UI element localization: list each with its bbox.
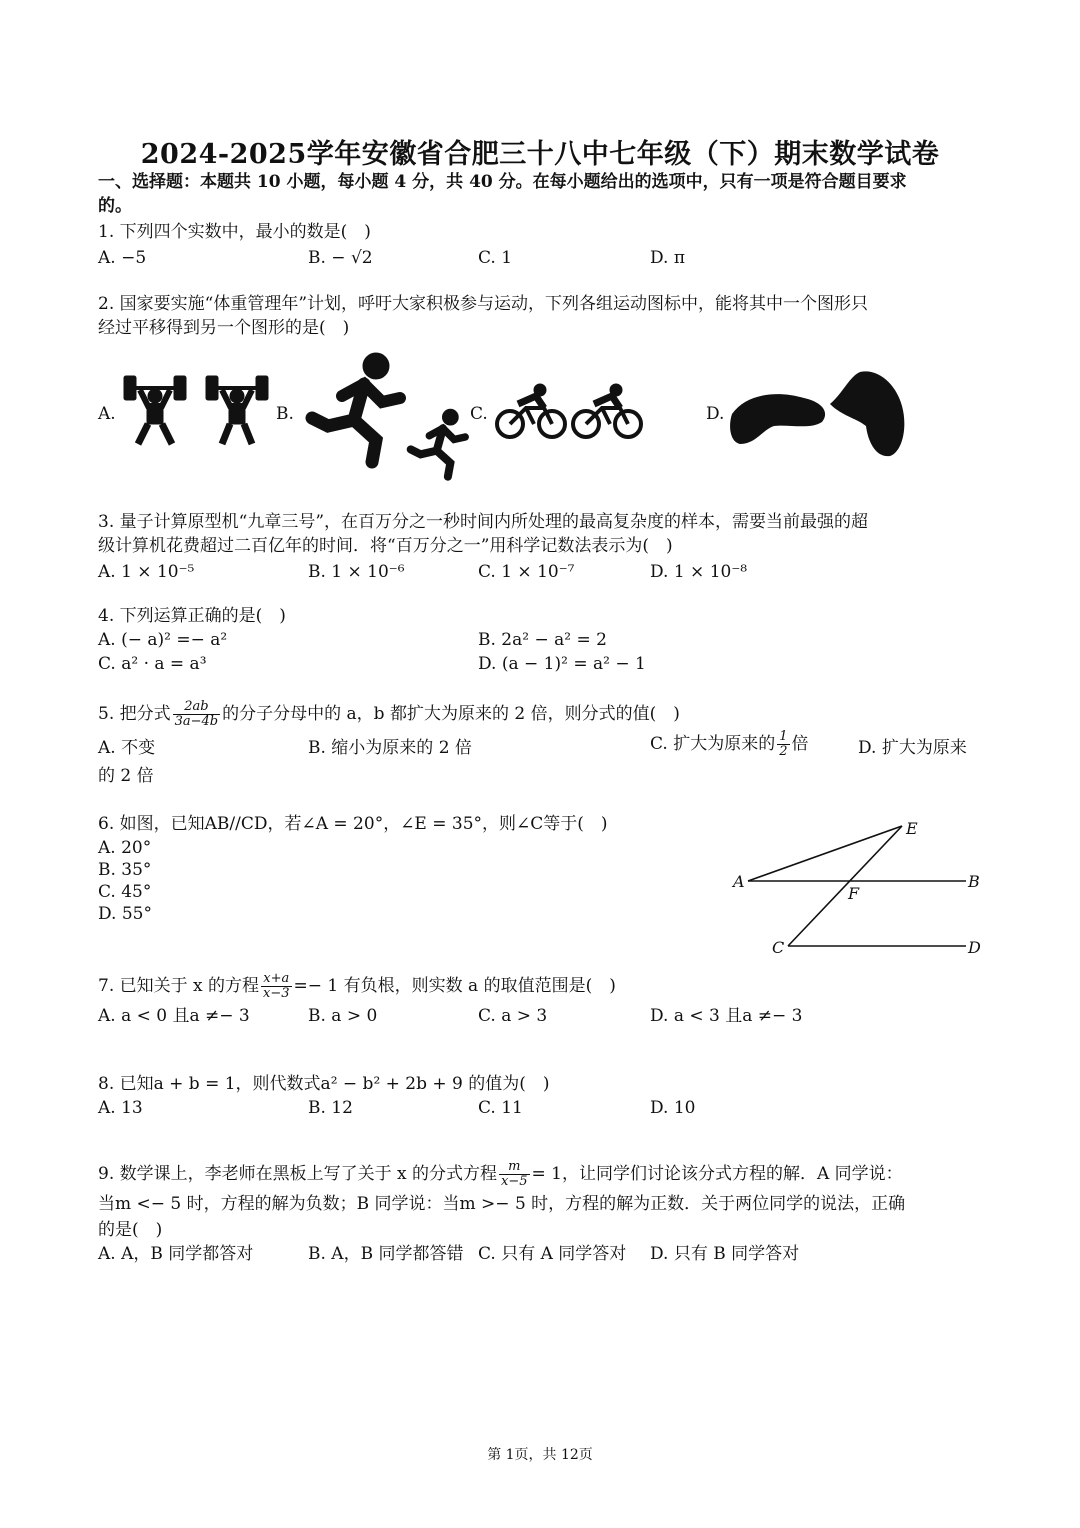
q6-option-b: B. 35° bbox=[98, 860, 152, 880]
q6-geometry-figure bbox=[726, 812, 996, 962]
q9-option-a: A. A，B 同学都答对 bbox=[98, 1244, 254, 1264]
q3-stem-line2: 级计算机花费超过二百亿年的时间．将“百万分之一”用科学记数法表示为( ) bbox=[98, 536, 673, 556]
q3-option-c: C. 1 × 10⁻⁷ bbox=[478, 562, 575, 582]
q9-option-b: B. A，B 同学都答错 bbox=[308, 1244, 464, 1264]
q2-stem-line2: 经过平移得到另一个图形的是( ) bbox=[98, 318, 350, 338]
gymnast-icons bbox=[726, 364, 916, 462]
label-c: C bbox=[772, 938, 785, 957]
gymnast-icon bbox=[830, 371, 904, 456]
q6-option-c: C. 45° bbox=[98, 882, 152, 902]
runner-icon bbox=[312, 353, 400, 462]
q3-stem-line1: 3. 量子计算原型机“九章三号”，在百万分之一秒时间内所处理的最高复杂度的样本，需要当前最强的超 bbox=[98, 512, 869, 532]
label-f: F bbox=[848, 884, 860, 903]
q1-option-d: D. π bbox=[650, 248, 686, 268]
q3-option-b: B. 1 × 10⁻⁶ bbox=[308, 562, 405, 582]
weightlifter-icon bbox=[206, 376, 268, 444]
line-ce bbox=[788, 826, 902, 946]
q7-stem: 7. 已知关于 x 的方程 $\frac{x+a}{x-3}$ =− 1 有负根，则实数 a 的取值范围是( ) bbox=[98, 971, 616, 1001]
q7-fraction: $\frac{x+a}{x-3}$ bbox=[263, 971, 290, 1001]
q4-option-d: D. (a − 1)² = a² − 1 bbox=[478, 654, 646, 674]
q1-option-a: A. −5 bbox=[98, 248, 147, 268]
label-e: E bbox=[906, 819, 918, 838]
q8-option-a: A. 13 bbox=[98, 1098, 143, 1118]
weightlifter-icons bbox=[118, 368, 278, 454]
q2-option-b-label: B. bbox=[276, 404, 294, 424]
q9-stem-line1: 9. 数学课上，李老师在黑板上写了关于 x 的分式方程 $\frac{m}{x-5}$ = 1，让同学们讨论该分式方程的解．A 同学说： bbox=[98, 1159, 903, 1189]
q7-option-b: B. a > 0 bbox=[308, 1006, 378, 1026]
q1-option-c: C. 1 bbox=[478, 248, 513, 268]
weightlifter-icon bbox=[124, 376, 186, 444]
label-a: A bbox=[733, 872, 745, 891]
q2-option-c-label: C. bbox=[470, 404, 488, 424]
q8-stem: 8. 已知a + b = 1，则代数式a² − b² + 2b + 9 的值为( ) bbox=[98, 1074, 550, 1094]
q7-option-c: C. a > 3 bbox=[478, 1006, 548, 1026]
q5-option-b: B. 缩小为原来的 2 倍 bbox=[308, 738, 472, 758]
page-title: 2024-2025学年安徽省合肥三十八中七年级（下）期末数学试卷 bbox=[140, 139, 940, 170]
q9-option-c: C. 只有 A 同学答对 bbox=[478, 1244, 627, 1264]
label-d: D bbox=[968, 938, 981, 957]
q4-stem: 4. 下列运算正确的是( ) bbox=[98, 606, 286, 626]
cyclist-icon bbox=[497, 384, 565, 437]
q7-option-a: A. a < 0 且a ≠− 3 bbox=[98, 1006, 250, 1026]
section-heading-line1: 一、选择题：本题共 10 小题，每小题 4 分，共 40 分。在每小题给出的选项中，只有一项是符合题目要求 bbox=[98, 172, 907, 192]
q4-option-c: C. a² · a = a³ bbox=[98, 654, 207, 674]
line-ae bbox=[748, 826, 902, 881]
section-heading-line2: 的。 bbox=[98, 196, 132, 216]
q8-option-b: B. 12 bbox=[308, 1098, 353, 1118]
q9-option-d: D. 只有 B 同学答对 bbox=[650, 1244, 800, 1264]
cyclist-icon bbox=[573, 384, 641, 437]
q6-stem: 6. 如图，已知AB//CD，若∠A = 20°，∠E = 35°，则∠C等于( ) bbox=[98, 814, 608, 834]
q2-option-a-label: A. bbox=[98, 404, 116, 424]
q6-option-a: A. 20° bbox=[98, 838, 152, 858]
q8-option-d: D. 10 bbox=[650, 1098, 696, 1118]
q9-stem-line3: 的是( ) bbox=[98, 1220, 163, 1240]
q5-option-c: C. 扩大为原来的 $\frac{1}{2}$ 倍 bbox=[650, 729, 809, 759]
q6-option-d: D. 55° bbox=[98, 904, 152, 924]
q9-stem-line2: 当m <− 5 时，方程的解为负数；B 同学说：当m >− 5 时，方程的解为正数．关于两位同学的说法，正确 bbox=[98, 1194, 906, 1214]
q3-option-d: D. 1 × 10⁻⁸ bbox=[650, 562, 748, 582]
q3-option-a: A. 1 × 10⁻⁵ bbox=[98, 562, 195, 582]
page-footer: 第 1页，共 12页 bbox=[487, 1447, 593, 1463]
q5-option-a: A. 不变 bbox=[98, 738, 156, 758]
q4-option-b: B. 2a² − a² = 2 bbox=[478, 630, 607, 650]
runner-icon bbox=[411, 409, 466, 477]
runner-icons bbox=[298, 348, 476, 484]
q9-fraction: $\frac{m}{x-5}$ bbox=[501, 1159, 528, 1189]
q5-stem-post: 的分子分母中的 a，b 都扩大为原来的 2 倍，则分式的值( ) bbox=[222, 704, 680, 724]
q7-option-d: D. a < 3 且a ≠− 3 bbox=[650, 1006, 803, 1026]
q5-option-d-cont: 的 2 倍 bbox=[98, 766, 154, 786]
q8-option-c: C. 11 bbox=[478, 1098, 523, 1118]
q2-stem-line1: 2. 国家要实施“体重管理年”计划，呼吁大家积极参与运动，下列各组运动图标中，能将其中一个图形只 bbox=[98, 294, 869, 314]
label-b: B bbox=[968, 872, 980, 891]
q1-stem: 1. 下列四个实数中，最小的数是( ) bbox=[98, 222, 371, 242]
q2-option-d-label: D. bbox=[706, 404, 725, 424]
q5-fraction: $\frac{2ab}{3a-4b}$ bbox=[174, 699, 219, 729]
q5-stem-pre: 5. 把分式 bbox=[98, 704, 171, 724]
q1-option-b: B. − √2 bbox=[308, 248, 373, 268]
cyclist-icons bbox=[494, 380, 646, 444]
q4-option-a: A. (− a)² =− a² bbox=[98, 630, 228, 650]
gymnast-icon bbox=[730, 394, 825, 444]
q5-stem bbox=[98, 700, 680, 729]
q5-option-d: D. 扩大为原来 bbox=[858, 738, 967, 758]
